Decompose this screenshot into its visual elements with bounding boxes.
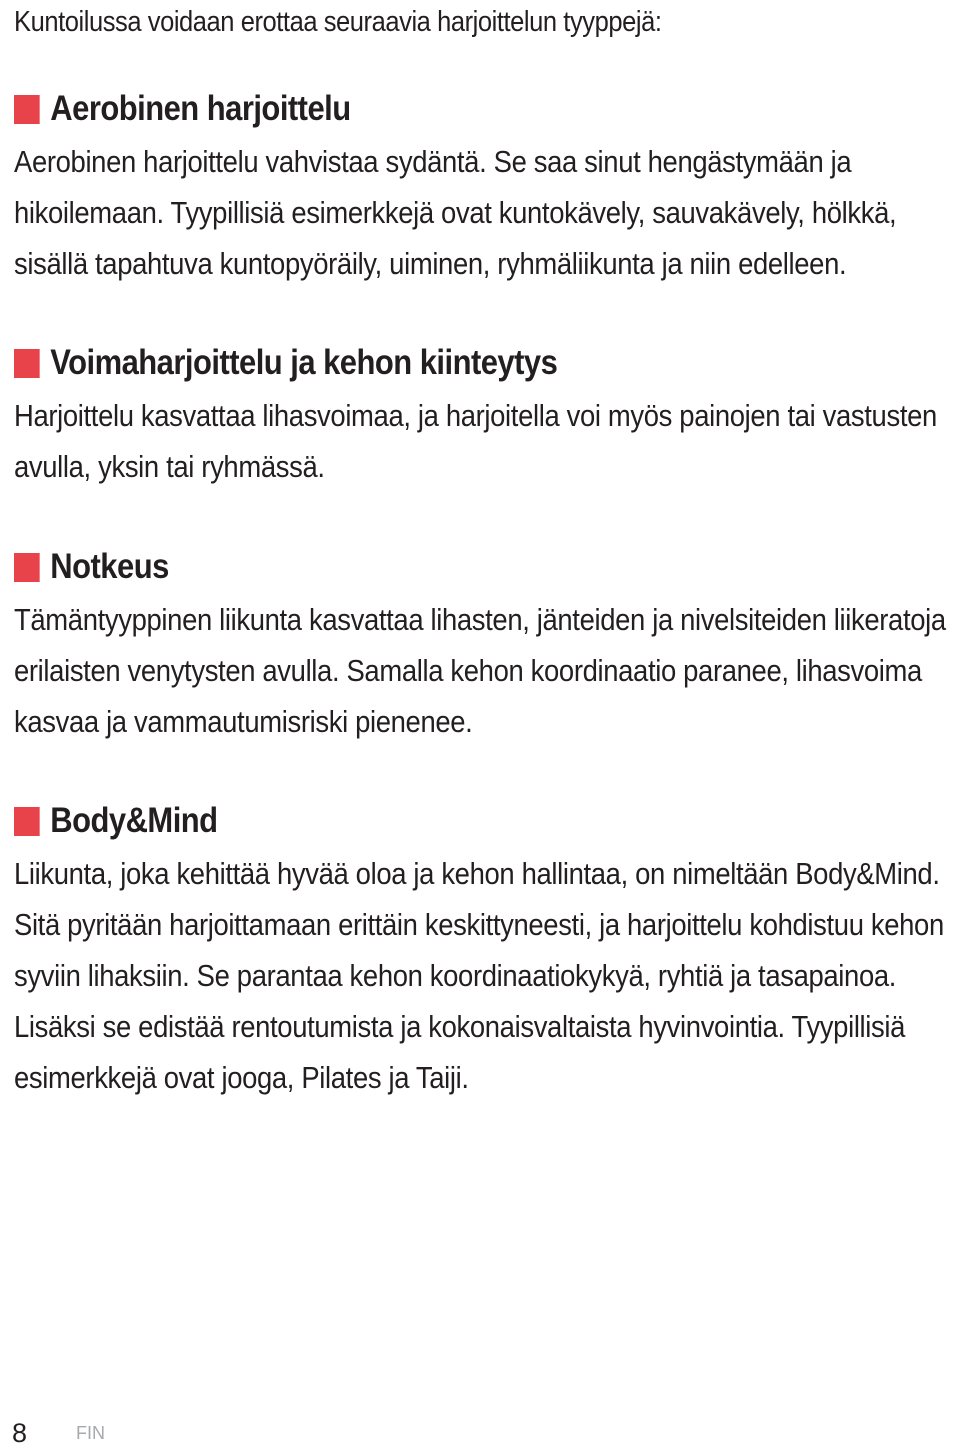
section-title: Body&Mind [50,801,218,840]
red-square-bullet-icon [14,349,40,378]
section-heading [14,542,952,592]
section-title: Notkeus [50,547,169,586]
intro-text: Kuntoilussa voidaan erottaa seuraavia harjoittelun tyyppejä: [14,6,662,38]
section-heading [14,338,952,388]
section-body: Tämäntyyppinen liikunta kasvattaa lihasten, jänteiden ja nivelsiteiden liikeratoja erilaisten venytysten avulla. Samalla kehon koordinaatio paranee, lihasvoima kasvaa ja vammautumisriski pienenee. [14,602,946,739]
section-heading [14,796,952,846]
red-square-bullet-icon [14,95,40,124]
page-number: 8 [12,1418,28,1448]
section-body: Liikunta, joka kehittää hyvää oloa ja kehon hallintaa, on nimeltään Body&Mind. Sitä pyritään harjoittamaan erittäin keskittyneesti, ja harjoittelu kohdistuu kehon syviin lihaksiin. Se parantaa kehon koordinaatiokykyä, ryhtiä ja tasapainoa. Lisäksi se edistää rentoutumista ja kokonaisvaltaista hyvinvointia. Tyypillisiä esimerkkejä ovat jooga, Pilates ja Taiji. [14,856,944,1095]
red-square-bullet-icon [14,553,40,582]
section-title: Voimaharjoittelu ja kehon kiinteytys [50,343,558,382]
language-label: FIN [76,1423,105,1443]
red-square-bullet-icon [14,807,40,836]
section-aerobic [14,84,952,289]
section-title: Aerobinen harjoittelu [50,89,351,128]
section-heading [14,84,952,134]
section-body: Harjoittelu kasvattaa lihasvoimaa, ja harjoitella voi myös painojen tai vastusten avulla, yksin tai ryhmässä. [14,398,937,484]
section-flexibility [14,542,952,747]
section-body: Aerobinen harjoittelu vahvistaa sydäntä. Se saa sinut hengästymään ja hikoilemaan. Tyypillisiä esimerkkejä ovat kuntokävely, sauvakävely, hölkkä, sisällä tapahtuva kuntopyöräily, uiminen, ryhmäliikunta ja niin edelleen. [14,144,897,281]
section-body-mind [14,796,952,1103]
section-strength [14,338,952,492]
